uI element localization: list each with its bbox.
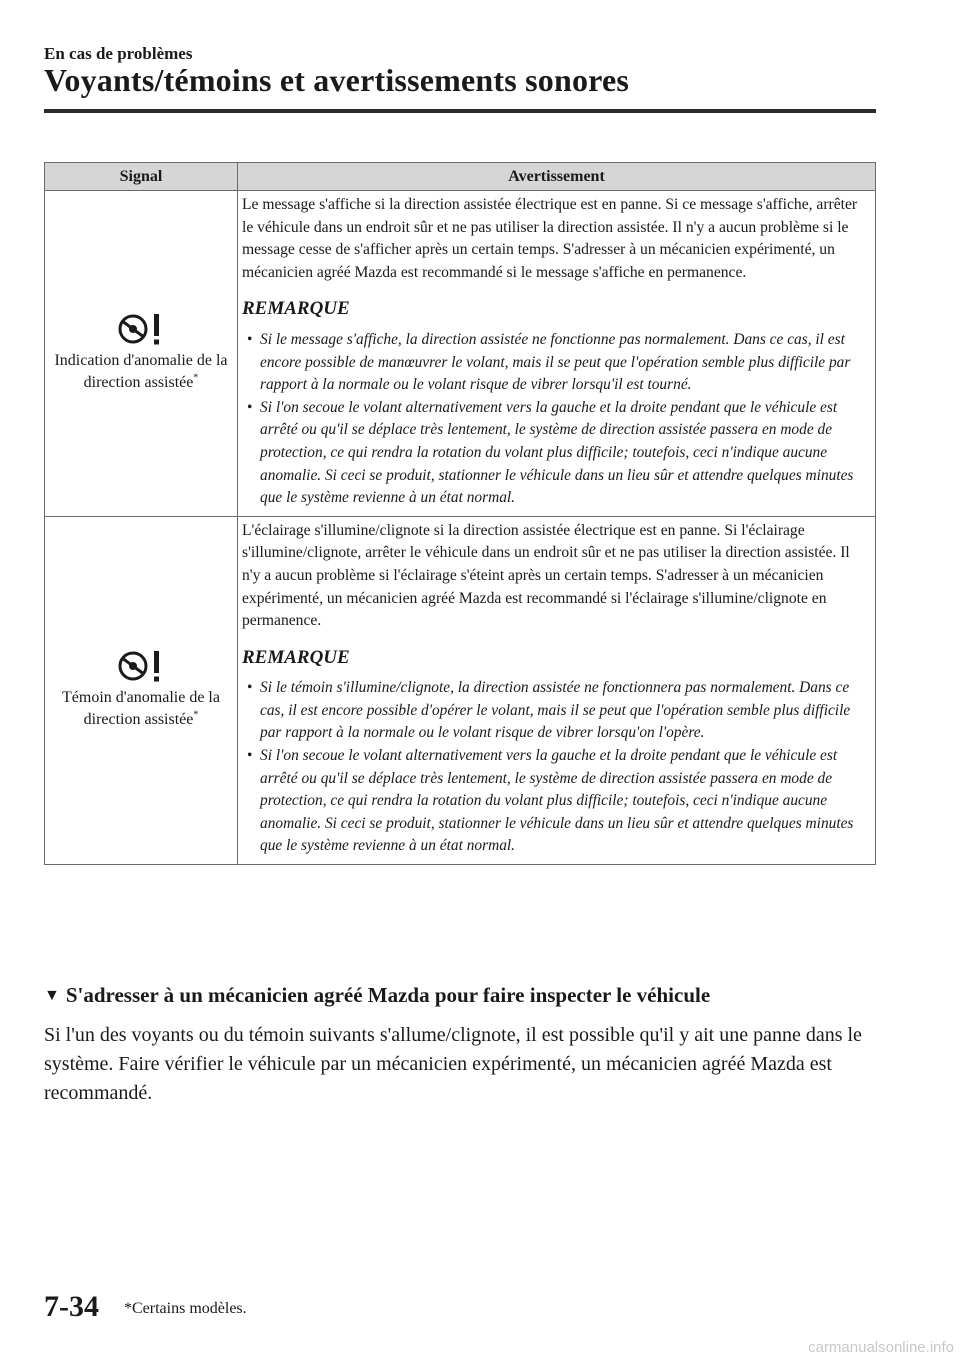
- footnote-mark: *: [193, 710, 199, 722]
- remark-list: [242, 329, 871, 510]
- remark-title: REMARQUE: [242, 298, 350, 320]
- warning-cell: [238, 516, 876, 864]
- page-number: 7-34: [44, 1290, 99, 1323]
- warning-paragraph: L'éclairage s'illumine/clignote si la direction assistée électrique est en panne. Si l'éclairage s'illumine/clignote, arrêter le véhicule dans un endroit sûr et ne pas utiliser la direction assistée. Il n'y a aucun problème si l'éclairage s'éteint après un certain temps. S'adresser à un mécanicien expérimenté, un mécanicien agréé Mazda est recommandé si l'éclairage s'illumine/clignote en permanence.: [242, 521, 850, 630]
- bullet-icon: •: [247, 398, 253, 416]
- section-subheading: [44, 983, 710, 1008]
- footnote-mark: *: [193, 373, 199, 385]
- remark-text: Si l'on secoue le volant alternativement vers la gauche et la droite pendant que le véhicule est arrêté ou qu'il se déplace très lentement, le système de direction assistée passera en mode de protection, ce qui rendra la rotation du volant plus difficile; toutefois, ceci n'indique aucune anomalie. Si ceci se produit, stationner le véhicule dans un lieu sûr et attendre quelques minutes que le système revienne à un état normal.: [260, 398, 854, 507]
- bullet-icon: •: [247, 679, 253, 697]
- table-header-row: [45, 163, 876, 191]
- steering-warning-icon: [116, 312, 166, 346]
- remark-title: REMARQUE: [242, 646, 350, 668]
- warning-table: [44, 162, 876, 865]
- page-title: Voyants/témoins et avertissements sonores: [44, 62, 630, 98]
- remark-list: [242, 677, 871, 858]
- subheading-text: S'adresser à un mécanicien agréé Mazda pour faire inspecter le véhicule: [65, 983, 711, 1007]
- table-row: [45, 191, 876, 517]
- header-warning: Avertissement: [238, 163, 876, 191]
- bullet-icon: •: [247, 747, 253, 765]
- warning-cell: [238, 191, 876, 517]
- signal-cell: [45, 191, 238, 517]
- remark-text: Si l'on secoue le volant alternativement vers la gauche et la droite pendant que le véhicule est arrêté ou qu'il se déplace très lentement, le système de direction assistée passera en mode de protection, ce qui rendra la rotation du volant plus difficile; toutefois, ceci n'indique aucune anomalie. Si ceci se produit, stationner le véhicule dans un lieu sûr et attendre quelques minutes que le système revienne à un état normal.: [260, 747, 854, 855]
- warning-paragraph: Le message s'affiche si la direction assistée électrique est en panne. Si ce message s'affiche, arrêter le véhicule dans un endroit sûr et ne pas utiliser la direction assistée. Il n'y a aucun problème si le message cesse de s'afficher après un certain temps. S'adresser à un mécanicien expérimenté, un mécanicien agréé Mazda est recommandé si le message s'affiche en permanence.: [242, 196, 858, 281]
- header-signal: Signal: [45, 163, 238, 191]
- signal-cell: [45, 516, 238, 864]
- signal-label: Témoin d'anomalie de la direction assistée: [62, 689, 220, 729]
- watermark: carmanualsonline.info: [808, 1339, 954, 1356]
- body-paragraph: Si l'un des voyants ou du témoin suivants s'allume/clignote, il est possible qu'il y ait une panne dans le système. Faire vérifier le véhicule par un mécanicien expérimenté, un mécanicien agréé Mazda est recommandé.: [44, 1024, 862, 1104]
- remark-text: Si le message s'affiche, la direction assistée ne fonctionne pas normalement. Dans ce cas, il est encore possible de manœuvrer le volant, mais il se peut que l'opération semble plus difficile par rapport à la normale ou le volant risque de vibrer lorsqu'il est tourné.: [260, 330, 851, 394]
- remark-item: [242, 397, 871, 510]
- triangle-down-icon: ▼: [44, 987, 60, 1004]
- table-row: [45, 516, 876, 864]
- signal-label: Indication d'anomalie de la direction assistée: [54, 352, 228, 392]
- footnote: *Certains modèles.: [124, 1300, 247, 1317]
- bullet-icon: •: [247, 330, 253, 348]
- remark-item: [242, 745, 871, 858]
- section-label: En cas de problèmes: [44, 44, 193, 63]
- remark-item: [242, 677, 871, 745]
- steering-warning-icon: [116, 649, 166, 683]
- remark-item: [242, 329, 871, 397]
- title-rule: [44, 109, 876, 113]
- remark-text: Si le témoin s'illumine/clignote, la direction assistée ne fonctionnera pas normalement. Dans ce cas, il est encore possible d'opérer le volant, mais il se peut que l'opération semble plus difficile par rapport à la normale ou le volant risque de vibrer lorsqu'on l'opère.: [260, 679, 851, 742]
